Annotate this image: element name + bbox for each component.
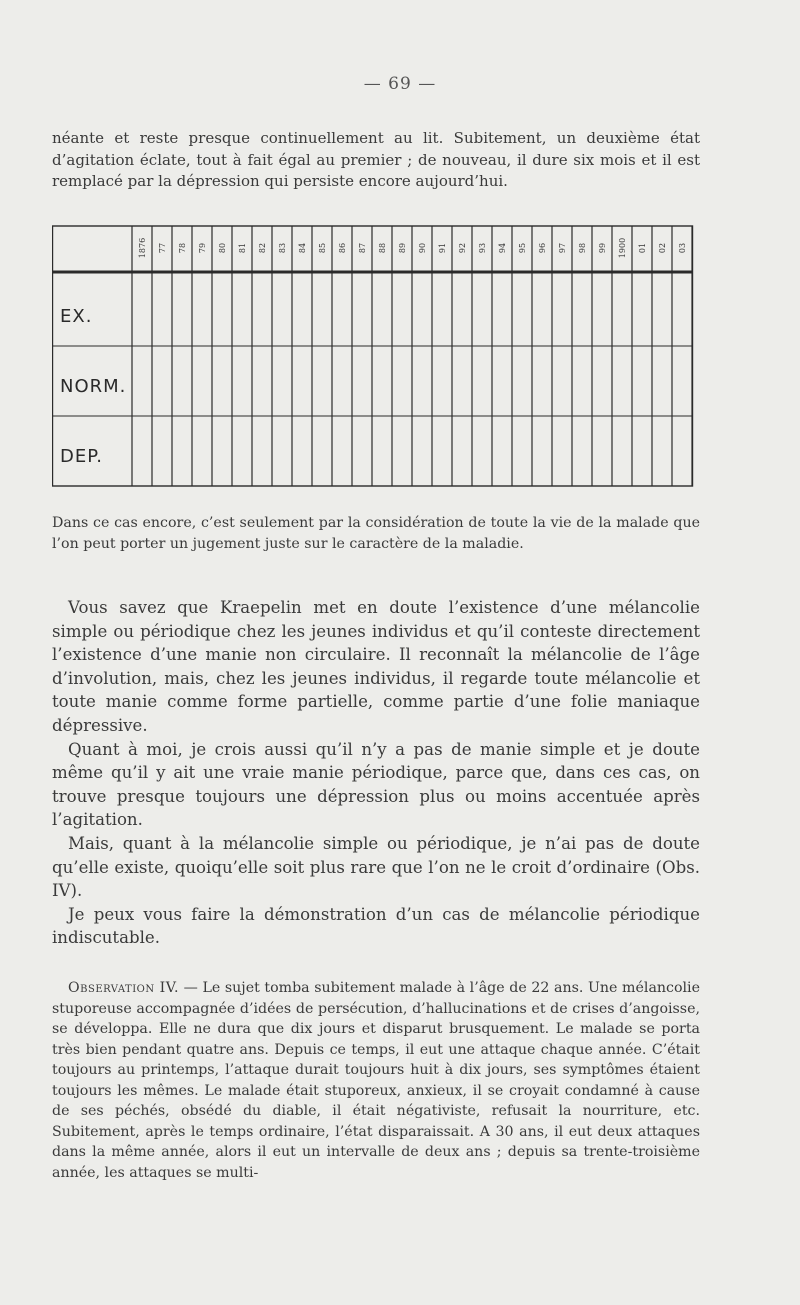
year-tick-label: 85 bbox=[318, 242, 327, 254]
year-tick-label: 98 bbox=[578, 242, 587, 254]
year-tick-label: 88 bbox=[378, 242, 387, 254]
year-tick-label: 82 bbox=[258, 242, 267, 254]
paragraph-commentary: Dans ce cas encore, c’est seulement par la considération de toute la vie de la malade que l’on peut porter un jugement juste sur le caractère de la maladie. bbox=[52, 515, 700, 552]
year-tick-label: 78 bbox=[178, 242, 187, 254]
state-label: DEP. bbox=[60, 446, 104, 467]
paragraph-intro: néante et reste presque continuellement au lit. Subitement, un deuxième état d’agitation éclate, tout à fait égal au premier ; de nouveau, il dure six mois et il est remplacé par la dépression qui persiste encore aujourd’hui. bbox=[52, 129, 700, 190]
year-tick-label: 86 bbox=[338, 242, 347, 254]
year-tick-label: 99 bbox=[598, 242, 607, 254]
page-number: — 69 — bbox=[363, 74, 437, 94]
year-tick-label: 79 bbox=[198, 242, 207, 254]
observation-label: Observation IV. bbox=[68, 980, 180, 996]
year-tick-label: 93 bbox=[478, 242, 487, 254]
year-tick-label: 03 bbox=[678, 242, 687, 254]
year-tick-label: 90 bbox=[418, 242, 427, 254]
year-tick-label: 94 bbox=[498, 242, 507, 254]
year-tick-label: 83 bbox=[278, 242, 287, 254]
year-tick-label: 96 bbox=[538, 242, 547, 254]
paragraph-kraepelin: Vous savez que Kraepelin met en doute l’existence d’une mélancolie simple ou périodique chez les jeunes individus et qu’il conteste directement l’existence d’une manie non circulaire. Il reconnaît la mélancolie de l’âge d’involution, mais, chez les jeunes individus, il regarde toute mélancolie et toute manie comme forme partielle, comme partie d’une folie maniaque dépressive. bbox=[52, 598, 700, 735]
year-tick-label: 02 bbox=[658, 242, 667, 254]
year-tick-label: 01 bbox=[638, 242, 647, 254]
paragraph-demonstration: Je peux vous faire la démonstration d’un cas de mélancolie périodique indiscutable. bbox=[52, 904, 700, 948]
year-tick-label: 95 bbox=[518, 242, 527, 254]
paragraph-melancholy: Mais, quant à la mélancolie simple ou périodique, je n’ai pas de doute qu’elle existe, quoiqu’elle soit plus rare que l’on ne le croit d’ordinaire (Obs. IV). bbox=[52, 833, 700, 901]
main-text bbox=[52, 596, 700, 950]
year-tick-label: 91 bbox=[438, 242, 447, 254]
course-chart-svg bbox=[52, 222, 700, 488]
year-tick-label: 77 bbox=[158, 242, 167, 254]
year-tick-label: 1876 bbox=[138, 237, 147, 259]
year-tick-label: 1900 bbox=[618, 237, 627, 259]
paragraph-opinion: Quant à moi, je crois aussi qu’il n’y a pas de manie simple et je doute même qu’il y ait une vraie manie périodique, parce que, dans ces cas, on trouve presque toujours une dépression plus ou moins accentuée après l’agitation. bbox=[52, 739, 700, 830]
state-label: NORM. bbox=[60, 376, 127, 397]
year-tick-label: 87 bbox=[358, 242, 367, 254]
year-tick-label: 84 bbox=[298, 242, 307, 254]
year-tick-label: 92 bbox=[458, 242, 467, 254]
observation-text: — Le sujet tomba subitement malade à l’âge de 22 ans. Une mélancolie stuporeuse accompagnée d’idées de persécution, d’hallucinations et de crises d’angoisse, se développa. Elle ne dura que dix jours et disparut brusquement. Le malade se porta très bien pendant quatre ans. Depuis ce temps, il eut une attaque chaque année. C’était toujours au printemps, l’attaque durait toujours huit à dix jours, ses symptômes étaient toujours les mêmes. Le malade était stuporeux, anxieux, il se croyait condamné à cause de ses péchés, obsédé du diable, il était négativiste, refusait la nourriture, etc. Subitement, après le temps ordinaire, l’état disparaissait. A 30 ans, il eut deux attaques dans la même année, alors il eut un intervalle de deux ans ; depuis sa trente-troisième année, les attaques se multi- bbox=[52, 980, 700, 1181]
state-label: EX. bbox=[60, 306, 93, 327]
course-chart bbox=[52, 222, 700, 488]
year-tick-label: 89 bbox=[398, 242, 407, 254]
observation-paragraph bbox=[52, 978, 700, 1183]
year-tick-label: 80 bbox=[218, 242, 227, 254]
year-tick-label: 97 bbox=[558, 242, 567, 254]
year-tick-label: 81 bbox=[238, 242, 247, 254]
